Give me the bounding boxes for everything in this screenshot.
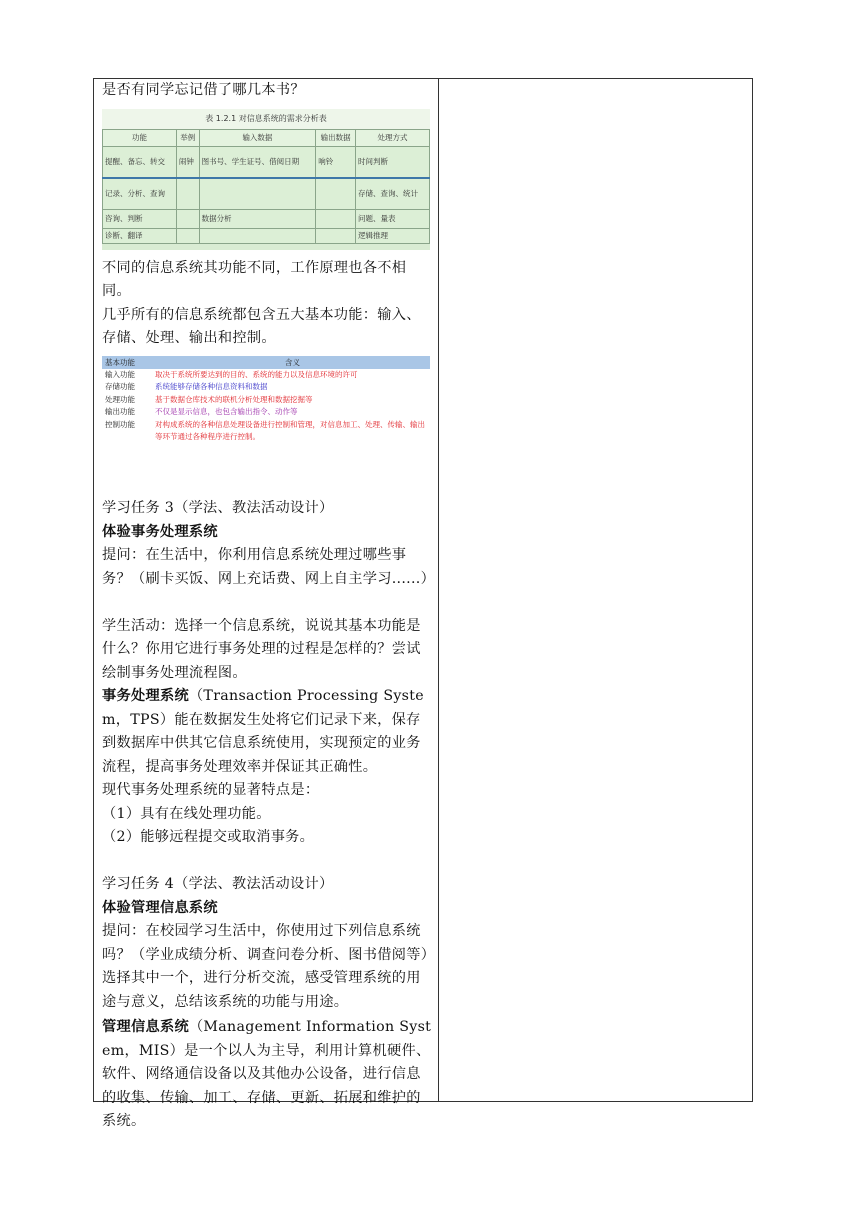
table-cell bbox=[199, 228, 316, 243]
table-row bbox=[103, 146, 430, 178]
function-name: 输出功能 bbox=[105, 407, 135, 416]
function-meaning: 对构成系统的各种信息处理设备进行控制和管理，对信息加工、处理、传输、输出等环节通过各种程序进行控制。 bbox=[155, 419, 425, 441]
column-divider bbox=[438, 79, 439, 1101]
function-name: 输入功能 bbox=[105, 369, 135, 379]
function-meaning: 基于数据仓库技术的联机分析处理和数据挖掘等 bbox=[155, 394, 313, 404]
table-cell bbox=[176, 228, 199, 243]
functions-rows bbox=[102, 369, 430, 444]
function-name: 控制功能 bbox=[105, 419, 135, 429]
left-column bbox=[102, 79, 434, 1134]
task4-heading: 体验管理信息系统 bbox=[102, 899, 218, 916]
function-row bbox=[102, 369, 430, 382]
table-cell: 逻辑推理 bbox=[356, 228, 430, 243]
table-cell bbox=[316, 178, 356, 210]
task3-heading: 体验事务处理系统 bbox=[102, 523, 218, 540]
task3-activity: 学生活动：选择一个信息系统，说说其基本功能是什么？你用它进行事务处理的过程是怎样的？尝试绘制事务处理流程图。 bbox=[102, 617, 421, 681]
table-cell bbox=[316, 228, 356, 243]
table-cell: 存储、查询、统计 bbox=[356, 178, 430, 210]
table-cell: 图书号、学生证号、借阅日期 bbox=[199, 146, 316, 178]
tps-feature-2: （2）能够远程提交或取消事务。 bbox=[102, 829, 315, 845]
function-meaning: 不仅是显示信息，也包含输出指令、动作等 bbox=[155, 407, 298, 416]
lesson-table bbox=[93, 78, 753, 1129]
header-cell: 处理方式 bbox=[356, 129, 430, 146]
function-meaning: 系统能够存储各种信息资料和数据 bbox=[155, 382, 268, 391]
table-cell bbox=[316, 209, 356, 228]
paragraph-five-functions: 几乎所有的信息系统都包含五大基本功能：输入、存储、处理、输出和控制。 bbox=[102, 306, 421, 346]
basic-functions-image bbox=[102, 356, 430, 460]
function-meaning: 取决于系统所要达到的目的、系统的能力以及信息环境的许可 bbox=[155, 369, 358, 379]
table-cell: 问题、量表 bbox=[356, 209, 430, 228]
task4-title: 学习任务 4（学法、教法活动设计） bbox=[102, 876, 334, 892]
table-row bbox=[103, 209, 430, 228]
header-cell: 举例 bbox=[176, 129, 199, 146]
mis-term: 管理信息系统 bbox=[102, 1019, 189, 1035]
table-cell: 提醒、备忘、转交 bbox=[103, 146, 177, 178]
function-row bbox=[102, 406, 430, 419]
table-caption: 表 1.2.1 对信息系统的需求分析表 bbox=[102, 109, 430, 129]
mis-definition bbox=[102, 1016, 434, 1134]
table-cell: 咨询、判断 bbox=[103, 209, 177, 228]
table-cell: 响铃 bbox=[316, 146, 356, 178]
header-cell: 功能 bbox=[103, 129, 177, 146]
function-row bbox=[102, 419, 430, 444]
table-cell bbox=[199, 178, 316, 210]
function-row bbox=[102, 381, 430, 394]
table-cell: 闹钟 bbox=[176, 146, 199, 178]
task3-title: 学习任务 3（学法、教法活动设计） bbox=[102, 500, 334, 516]
function-name: 处理功能 bbox=[105, 394, 135, 404]
tps-term: 事务处理系统 bbox=[102, 688, 189, 704]
table-cell: 数据分析 bbox=[199, 209, 316, 228]
tps-features-intro: 现代事务处理系统的显著特点是： bbox=[102, 782, 320, 798]
function-name: 存储功能 bbox=[105, 382, 135, 391]
table-cell: 时间判断 bbox=[356, 146, 430, 178]
task3-question: 提问：在生活中，你利用信息系统处理过哪些事务？（刷卡买饭、网上充话费、网上自主学习......） bbox=[102, 547, 436, 587]
paragraph-different: 不同的信息系统其功能不同，工作原理也各不相同。 bbox=[102, 259, 407, 299]
table-cell: 诊断、翻译 bbox=[103, 228, 177, 243]
requirement-table bbox=[102, 129, 430, 244]
header-meaning: 含义 bbox=[285, 357, 300, 367]
header-function: 基本功能 bbox=[105, 357, 135, 367]
header-cell: 输入数据 bbox=[199, 129, 316, 146]
task4-question: 提问：在校园学习生活中，你使用过下列信息系统吗？（学业成绩分析、调查问卷分析、图书借阅等）选择其中一个，进行分析交流，感受管理系统的用途与意义，总结该系统的功能与用途。 bbox=[102, 923, 429, 1010]
table-cell bbox=[176, 209, 199, 228]
table-row bbox=[103, 178, 430, 210]
functions-header bbox=[102, 356, 430, 369]
tps-def: （Transaction Processing System，TPS）能在数据发生处将它们记录下来，保存到数据库中供其它信息系统使用，实现预定的业务流程，提高事务处理效率并保证其正确性。 bbox=[102, 688, 424, 775]
question-forget: 是否有同学忘记借了哪几本书？ bbox=[102, 82, 305, 98]
function-row bbox=[102, 394, 430, 407]
table-row bbox=[103, 228, 430, 243]
header-cell: 输出数据 bbox=[316, 129, 356, 146]
mis-def: （Management Information System，MIS）是一个以人为主导，利用计算机硬件、软件、网络通信设备以及其他办公设备，进行信息的收集、传输、加工、存储、更新、拓展和维护的系统。 bbox=[102, 1019, 432, 1129]
table-cell: 记录、分析、查询 bbox=[103, 178, 177, 210]
table-cell bbox=[176, 178, 199, 210]
tps-definition bbox=[102, 685, 434, 779]
requirement-analysis-table-image bbox=[102, 109, 430, 250]
tps-feature-1: （1）具有在线处理功能。 bbox=[102, 805, 271, 822]
